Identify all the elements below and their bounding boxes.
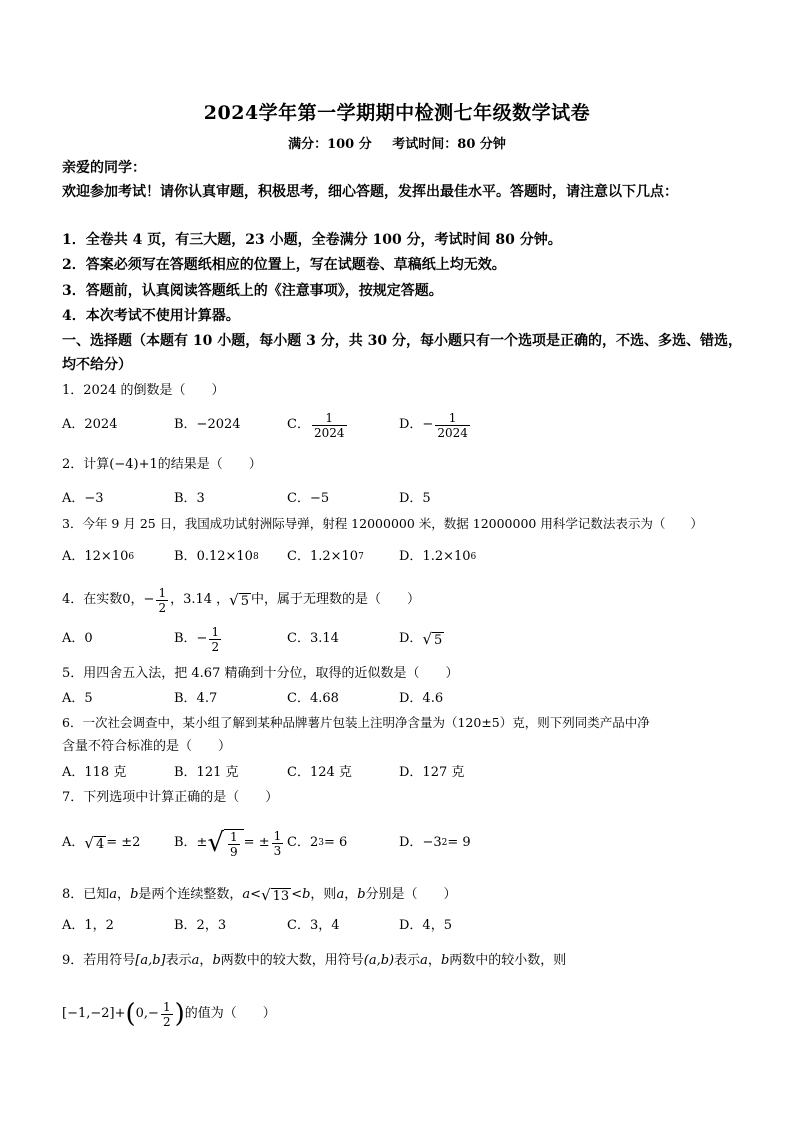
option-a[interactable]: A．−3 <box>62 491 104 506</box>
question-8-options <box>62 911 732 941</box>
option-a[interactable] <box>62 826 140 860</box>
option-b[interactable]: B．−2024 <box>174 417 241 432</box>
question-4-options <box>62 624 732 654</box>
square-root: √ 5 <box>422 629 443 648</box>
variable: a <box>109 887 118 902</box>
stem-text: 2．计算 <box>62 457 110 472</box>
numerator: 1 <box>211 624 220 639</box>
question-7-stem: 7．下列选项中计算正确的是（ ） <box>62 790 279 805</box>
denominator: 2 <box>211 639 220 654</box>
option-b[interactable] <box>174 624 223 654</box>
option-label: A． <box>62 549 85 564</box>
option-c[interactable]: C．4.68 <box>287 691 339 706</box>
option-label: D． <box>399 549 423 564</box>
option-c[interactable]: C． 2 3 = 6 <box>287 826 347 860</box>
base: 1.2×10 <box>309 549 359 564</box>
question-3-stem: 3．今年 9 月 25 日，我国成功试射洲际导弹，射程 12000000 米，数据 12000000 用科学记数法表示为（ ） <box>62 516 703 531</box>
option-d[interactable]: D． 1.2×10 6 <box>399 542 476 572</box>
stem-text: 4．在实数 <box>62 592 123 607</box>
denominator: 2024 <box>437 425 468 440</box>
variable: a <box>420 953 428 968</box>
fraction <box>272 829 284 858</box>
question-2-options <box>62 484 732 514</box>
right-paren: ) <box>174 999 185 1029</box>
radicand: 5 <box>240 593 250 609</box>
option-c[interactable]: C．124 克 <box>287 765 352 780</box>
numerator: 1 <box>448 410 457 425</box>
option-a[interactable]: A．1，2 <box>62 918 114 933</box>
base: 12×10 <box>84 549 129 564</box>
option-label: B．± <box>174 835 208 850</box>
variable: b <box>302 887 311 902</box>
option-c[interactable]: C．3，4 <box>287 918 340 933</box>
option-d[interactable]: D．4，5 <box>399 918 452 933</box>
question-5-options <box>62 684 732 714</box>
option-label: A． <box>62 835 85 850</box>
stem-text: 的结果是（ ） <box>157 457 262 472</box>
variable: a <box>336 887 345 902</box>
option-b[interactable]: B． 0.12×10 8 <box>174 542 259 572</box>
question-1-options <box>62 410 732 440</box>
option-a[interactable]: A．2024 <box>62 417 118 432</box>
stem-text: ， <box>117 887 131 902</box>
left-paren: ( <box>125 999 136 1029</box>
option-c[interactable]: C．3.14 <box>287 631 339 646</box>
numerator: 1 <box>162 999 171 1014</box>
expression: = 6 <box>323 835 348 850</box>
fraction <box>156 586 168 615</box>
intro-note-1: 1．全卷共 4 页，有三大题，23 小题，全卷满分 100 分，考试时间 80 分钟。 <box>62 232 562 248</box>
option-d[interactable] <box>399 624 444 654</box>
option-label: D． <box>399 835 423 850</box>
radicand: 5 <box>434 632 443 648</box>
option-label: C． <box>287 835 310 850</box>
question-7-options <box>62 826 732 860</box>
stem-text: ，则 <box>310 887 337 902</box>
option-label: D． <box>399 631 423 646</box>
option-a[interactable]: A．0 <box>62 631 93 646</box>
expression: 0,− <box>135 1006 159 1021</box>
stem-text: ，3.14 ， <box>170 592 230 607</box>
numerator: 1 <box>273 828 282 843</box>
base: 1.2×10 <box>422 549 471 564</box>
option-d[interactable]: D． −3 2 = 9 <box>399 826 471 860</box>
base: 0.12×10 <box>196 549 253 564</box>
question-6-line-1: 6．一次社会调查中，某小组了解到某种品牌薯片包装上注明净含量为（120±5）克，则下列同类产品中净 <box>62 715 650 730</box>
stem-text: 表示 <box>165 953 192 968</box>
question-5-stem: 5．用四舍五入法，把 4.67 精确到十分位，取得的近似数是（ ） <box>62 666 459 681</box>
option-a[interactable]: A． 12×10 6 <box>62 542 134 572</box>
option-a[interactable]: A．5 <box>62 691 93 706</box>
stem-text: 的值为（ ） <box>184 1006 276 1021</box>
question-2-stem <box>62 454 732 476</box>
stem-text: 8．已知 <box>62 887 110 902</box>
question-3-options <box>62 542 732 572</box>
denominator: 2 <box>158 600 167 615</box>
stem-text: 是两个连续整数， <box>138 887 243 902</box>
stem-text: ， <box>344 887 358 902</box>
denominator: 2024 <box>313 425 345 440</box>
denominator: 2 <box>162 1014 171 1029</box>
option-label: B． <box>174 549 197 564</box>
exam-title: 2024学年第一学期期中检测七年级数学试卷 <box>203 102 591 124</box>
variable: b <box>357 887 366 902</box>
fraction <box>228 830 240 859</box>
stem-text: ， <box>427 953 441 968</box>
variable: b <box>212 953 221 968</box>
expression: [a,b] <box>135 953 166 968</box>
square-root: √ 4 <box>84 833 105 852</box>
stem-text: 分别是（ ） <box>365 887 457 902</box>
denominator: 9 <box>230 844 238 859</box>
option-d[interactable] <box>399 410 472 440</box>
expression: [−1,−2]+ <box>62 1006 126 1021</box>
option-c[interactable]: C． 1.2×10 7 <box>287 542 364 572</box>
section-heading: 一、选择题（本题有 10 小题，每小题 3 分，共 30 分，每小题只有一个选项是正确的，不选、多选、错选，均不给分） <box>62 333 742 373</box>
option-c[interactable]: C．−5 <box>287 491 330 506</box>
expression: = 9 <box>447 835 471 850</box>
option-b[interactable] <box>174 826 285 860</box>
square-root: √ 5 <box>229 590 250 609</box>
option-d[interactable]: D．127 克 <box>399 765 465 780</box>
exam-subtitle <box>0 133 794 152</box>
square-root: √ $\frac{1}{9}$ <box>207 828 243 859</box>
option-label: D．− <box>399 417 434 432</box>
numerator: 1 <box>325 410 334 425</box>
stem-text: 中，属于无理数的是（ ） <box>251 592 421 607</box>
variable: a <box>242 887 251 902</box>
stem-text: ， <box>199 953 213 968</box>
question-8-stem <box>62 882 732 908</box>
question-4-stem <box>62 584 732 616</box>
intro-note-4: 4．本次考试不使用计算器。 <box>62 308 240 324</box>
option-label: C． <box>287 549 310 564</box>
expression: = ±2 <box>106 835 141 850</box>
fraction <box>209 625 221 654</box>
stem-text: 两数中的较大数，用符号 <box>220 953 364 968</box>
expression: < <box>250 887 262 902</box>
intro-note-2: 2．答案必须写在答题纸相应的位置上，写在试题卷、草稿纸上均无效。 <box>62 257 506 273</box>
stem-text: 两数中的较小数，则 <box>449 953 567 968</box>
intro-greeting: 亲爱的同学： <box>62 160 146 176</box>
denominator: 3 <box>273 843 282 858</box>
numerator: 1 <box>230 829 238 844</box>
square-root: √ 13 <box>261 885 290 904</box>
option-label: B．− <box>174 631 208 646</box>
expression: < <box>291 887 303 902</box>
option-b[interactable]: B．3 <box>174 491 205 506</box>
expression: = ± <box>243 835 270 850</box>
option-c[interactable] <box>287 410 349 440</box>
option-d[interactable]: D．5 <box>399 491 431 506</box>
radicand: 4 <box>95 836 105 852</box>
fraction <box>435 411 470 440</box>
score-label: 满分：100 分 <box>288 137 372 152</box>
question-9-expression <box>62 996 732 1032</box>
stem-text: 9．若用符号 <box>62 953 136 968</box>
variable: b <box>130 887 139 902</box>
question-1-stem: 1．2024 的倒数是（ ） <box>62 383 225 398</box>
option-d[interactable]: D．4.6 <box>399 691 444 706</box>
expression: (−4)+1 <box>109 457 158 472</box>
stem-text: 表示 <box>394 953 421 968</box>
variable: b <box>440 953 450 968</box>
time-label: 考试时间：80 分钟 <box>392 137 506 152</box>
intro-welcome: 欢迎参加考试！请你认真审题，积极思考，细心答题，发挥出最佳水平。答题时，请注意以下几点： <box>62 184 678 200</box>
variable: a <box>191 953 200 968</box>
intro-note-3: 3．答题前，认真阅读答题纸上的《注意事项》，按规定答题。 <box>62 283 443 299</box>
option-b[interactable]: B．4.7 <box>174 691 218 706</box>
fraction <box>312 411 347 440</box>
option-a[interactable]: A．118 克 <box>62 765 127 780</box>
expression: (a,b) <box>363 953 395 968</box>
option-b[interactable]: B．2，3 <box>174 918 227 933</box>
numerator: 1 <box>158 585 167 600</box>
option-b[interactable]: B．121 克 <box>174 765 239 780</box>
base: −3 <box>422 835 442 850</box>
question-9-stem <box>62 948 732 974</box>
base: 2 <box>309 835 319 850</box>
option-label: C． <box>287 417 310 432</box>
question-6-options <box>62 758 732 788</box>
stem-text: 0，− <box>122 592 155 607</box>
radicand: 13 <box>272 888 290 904</box>
question-6-line-2: 含量不符合标准的是（ ） <box>62 739 232 754</box>
fraction <box>161 1000 173 1029</box>
